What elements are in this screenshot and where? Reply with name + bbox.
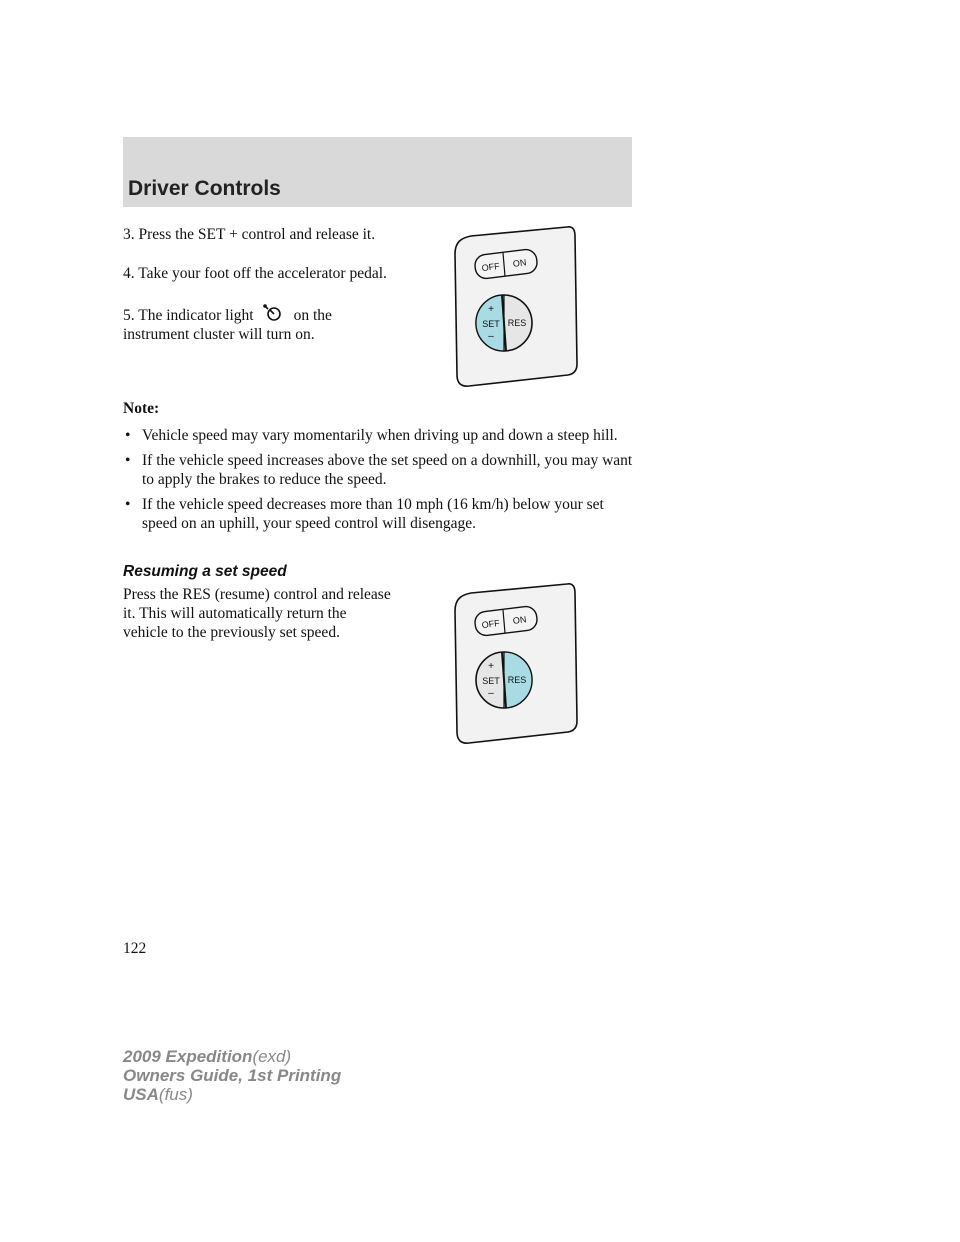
bullet-marker: •: [125, 427, 131, 444]
on-label: ON: [512, 257, 527, 269]
speed-control-res-figure: [447, 583, 582, 745]
bullet-marker: •: [125, 496, 131, 513]
resume-text: Press the RES (resume) control and release it. This will automatically return the vehicle to the previously set speed.: [123, 586, 391, 641]
bullet-marker: •: [125, 452, 131, 469]
page-number: 122: [123, 940, 147, 957]
res-label: RES: [507, 318, 527, 328]
plus-label: +: [488, 304, 494, 315]
step-4-text: 4. Take your foot off the accelerator pedal.: [123, 265, 387, 282]
footer-model: 2009 Expedition: [123, 1047, 253, 1066]
list-item: [123, 451, 633, 489]
section-title: Driver Controls: [128, 177, 281, 200]
step-5-text-before: 5. The indicator light: [123, 307, 254, 324]
note-label: Note:: [123, 400, 160, 417]
note-list: [123, 426, 633, 539]
step-3-text: 3. Press the SET + control and release it.: [123, 226, 376, 243]
off-label: OFF: [481, 260, 501, 274]
set-label: SET: [482, 319, 500, 329]
set-label: SET: [482, 676, 500, 686]
footer-edition: Owners Guide, 1st Printing: [123, 1066, 342, 1085]
list-item: [123, 426, 633, 445]
speed-control-indicator-icon: [254, 304, 294, 322]
footer: [123, 1047, 341, 1104]
plus-label: +: [488, 661, 494, 672]
minus-label: –: [488, 688, 494, 699]
speed-control-set-figure: [447, 226, 582, 388]
res-label: RES: [507, 675, 527, 685]
off-label: OFF: [481, 617, 501, 631]
footer-region-code: (fus): [158, 1085, 193, 1104]
on-label: ON: [512, 614, 527, 626]
list-item-text: If the vehicle speed increases above the set speed on a downhill, you may want to apply the brakes to reduce the speed.: [142, 452, 633, 488]
step-5-text-after: on the instrument cluster will turn on.: [123, 307, 332, 343]
minus-label: –: [488, 331, 494, 342]
list-item-text: If the vehicle speed decreases more than 10 mph (16 km/h) below your set speed on an uphill, your speed control will disengage.: [142, 496, 604, 532]
footer-model-code: (exd): [252, 1047, 292, 1066]
list-item: [123, 495, 633, 533]
step-5-text: [123, 304, 393, 344]
footer-region: USA: [123, 1085, 159, 1104]
list-item-text: Vehicle speed may vary momentarily when driving up and down a steep hill.: [142, 427, 618, 444]
resume-heading: Resuming a set speed: [123, 563, 287, 580]
